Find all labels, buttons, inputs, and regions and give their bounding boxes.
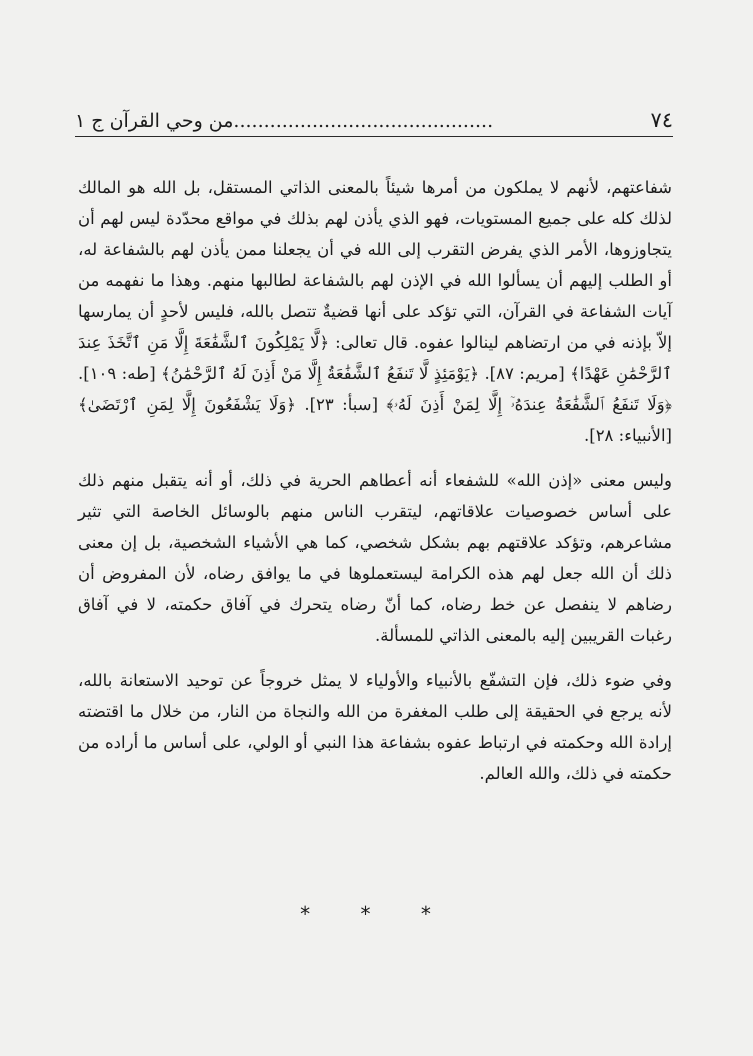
quran-verse: ﴿وَلَا يَشْفَعُونَ إِلَّا لِمَنِ ٱرْتَضَىٰ﴾ [78, 395, 296, 414]
header-rule [75, 136, 673, 137]
quran-verse: ﴿يَوْمَئِذٍ لَّا تَنفَعُ ٱلشَّفَٰعَةُ إِلَّا مَنْ أَذِنَ لَهُ ٱلرَّحْمَٰنُ﴾ [161, 364, 480, 383]
running-title: ...........................................من وحي القرآن ج ١ [75, 110, 494, 132]
section-separator: * * * [300, 902, 453, 926]
verse-reference: [الأنبياء: ٢٨]. [584, 426, 672, 445]
running-header [75, 96, 673, 132]
text-segment: وفي ضوء ذلك، فإن التشفّع بالأنبياء والأولياء لا يمثل خروجاً عن توحيد الاستعانة بالله، لأنه يرجع في الحقيقة إلى طلب المغفرة من الله والنجاة من النار، من خلال ما اقتضته إرادة الله وحكمته في ارتباط عفوه بشفاعة هذا النبي أو الولي، على أساس ما أراده من حكمته في ذلك، والله العالم. [78, 671, 672, 783]
paragraph-1 [78, 172, 672, 451]
quran-verse: ﴿لَّا يَمْلِكُونَ ٱلشَّفَٰعَةَ إِلَّا مَنِ ٱتَّخَذَ عِندَ ٱلرَّحْمَٰنِ عَهْدًا﴾ [78, 333, 672, 383]
verse-reference: [طه: ١٠٩]. [78, 364, 162, 383]
page-number: ٧٤ [650, 108, 673, 132]
quran-verse: ﴿وَلَا تَنفَعُ ٱلشَّفَٰعَةُ عِندَهُۥٓ إِلَّا لِمَنْ أَذِنَ لَهُۥ﴾ [386, 395, 672, 414]
verse-reference: [مريم: ٨٧]. [479, 364, 571, 383]
paragraph-3 [78, 665, 672, 789]
text-segment: شفاعتهم، لأنهم لا يملكون من أمرها شيئاً بالمعنى الذاتي المستقل، بل الله هو المالك لذلك كله على جميع المستويات، فهو الذي يأذن لهم بذلك في مواقع محدّدة ليس لهم أن يتجاوزوها، الأمر الذي يفرض التقرب إلى الله في أن يجعلنا ممن يأذن لهم بالشفاعة له، أو الطلب إليهم أن يسألوا الله في الإذن لهم بالشفاعة لطالبها منهم. وهذا ما نفهمه من آيات الشفاعة في القرآن، التي تؤكد على أنها قضيةٌ تتصل بالله، فليس لأحدٍ أن يمارسها إلاّ بإذنه في من ارتضاهم لينالوا عفوه. قال تعالى: [78, 178, 672, 352]
paragraph-2 [78, 465, 672, 651]
text-segment: وليس معنى «إذن الله» للشفعاء أنه أعطاهم الحرية في ذلك، أو أنه يتقبل منهم ذلك على أساس خصوصيات علاقاتهم، ليتقرب الناس منهم بالوسائل الخاصة التي تثير مشاعرهم، وتؤكد علاقتهم بهم بشكل شخصي، كما هي الأشياء الشخصية، بل إن معنى ذلك أن الله جعل لهم هذه الكرامة ليستعملوها في ما يوافق رضاه، لأن المفروض أن رضاهم لا ينفصل عن خط رضاه، كما أنّ رضاه يتحرك في آفاق حكمته، لا في آفاق رغبات القريبين إليه بالمعنى الذاتي للمسألة. [78, 471, 672, 645]
verse-reference: [سبأ: ٢٣]. [295, 395, 387, 414]
page-body [78, 172, 672, 789]
